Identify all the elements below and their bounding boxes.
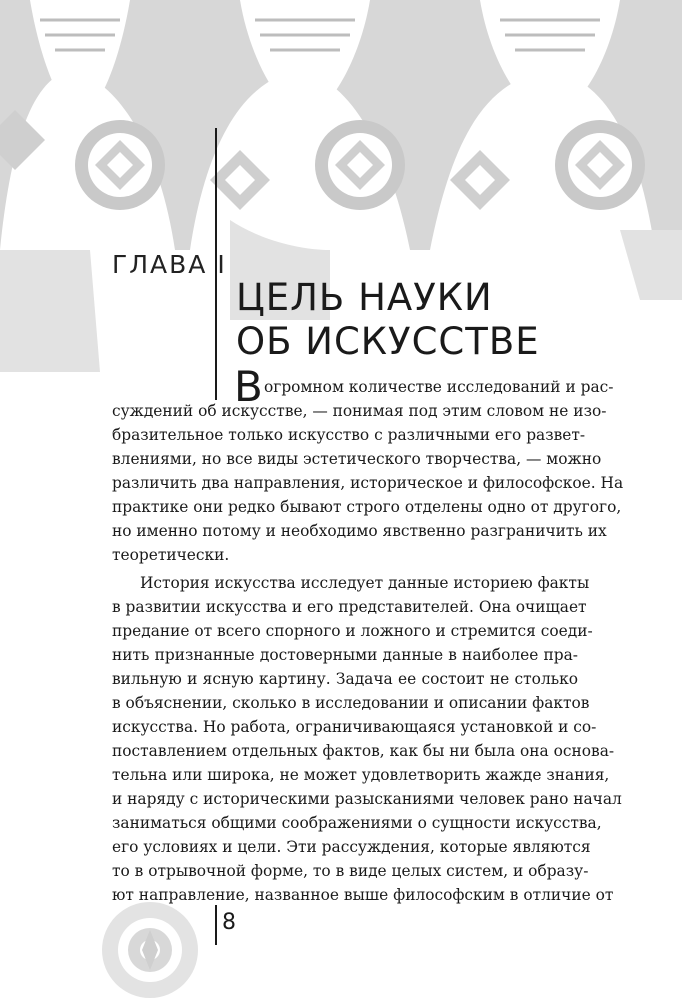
body-line: нить признанные достоверными данные в наиболее пра- <box>112 646 578 664</box>
body-line: но именно потому и необходимо явственно разграничить их <box>112 522 607 540</box>
body-line: теоретически. <box>112 546 230 564</box>
decorative-ornament-footer <box>100 900 200 1000</box>
body-line: его условиях и цели. Эти рассуждения, которые являются <box>112 838 591 856</box>
body-line: заниматься общими соображениями о сущности искусства, <box>112 814 602 832</box>
page-number: 8 <box>222 910 236 935</box>
body-line: практике они редко бывают строго отделены одно от другого, <box>112 498 622 516</box>
body-line: в развитии искусства и его представителей. Она очищает <box>112 598 587 616</box>
body-line: влениями, но все виды эстетического творчества, — можно <box>112 450 602 468</box>
body-line: вильную и ясную картину. Задача ее состоит не столько <box>112 670 578 688</box>
chapter-title <box>236 276 656 364</box>
chapter-title-line-1: ЦЕЛЬ НАУКИ <box>236 276 493 319</box>
body-line: то в отрывочной форме, то в виде целых систем, и образу- <box>112 862 589 880</box>
body-line: искусства. Но работа, ограничивающаяся установкой и со- <box>112 718 597 736</box>
body-line: бразительное только искусство с различными его развет- <box>112 426 586 444</box>
body-line: ют направление, названное выше философским в отличие от <box>112 886 614 904</box>
vertical-rule-bottom <box>215 905 217 945</box>
chapter-title-line-2: ОБ ИСКУССТВЕ <box>236 320 540 363</box>
chapter-label: ГЛАВА I <box>112 250 227 279</box>
body-line: различить два направления, историческое и философское. На <box>112 474 624 492</box>
body-line: предание от всего спорного и ложного и стремится соеди- <box>112 622 593 640</box>
body-line: огромном количестве исследований и рас- <box>264 378 614 396</box>
drop-cap: В <box>234 362 263 411</box>
body-line: тельна или широка, не может удовлетворить жажде знания, <box>112 766 610 784</box>
body-line: суждений об искусстве, — понимая под этим словом не изо- <box>112 402 607 420</box>
body-line: и наряду с историческими разысканиями человек рано начал <box>112 790 622 808</box>
body-line: История искусства исследует данные историею факты <box>140 574 590 592</box>
body-line: поставлением отдельных фактов, как бы ни была она основа- <box>112 742 615 760</box>
body-line: в объяснении, сколько в исследовании и описании фактов <box>112 694 590 712</box>
